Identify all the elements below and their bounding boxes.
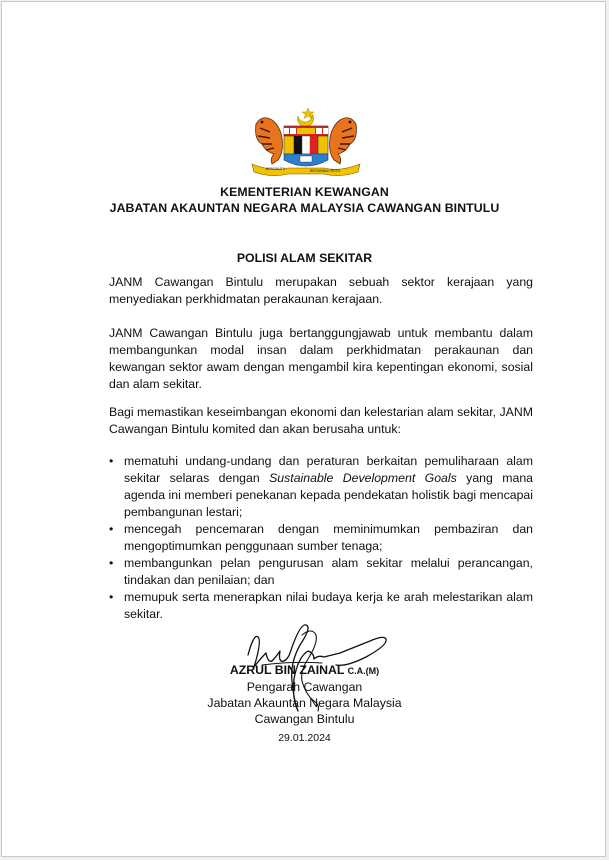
bullet-icon: • <box>109 454 114 468</box>
signatory-position: Pengarah Cawangan <box>246 680 363 694</box>
bullet-icon: • <box>109 522 114 536</box>
commitment-list <box>109 453 533 623</box>
list-item: • mematuhi undang-undang dan peraturan berkaitan pemuliharaan alam sekitar selaras dengan Sustainable Development Goals yang mana agenda ini memberi penekanan kepada pendekatan holistik bagi mencapai pembangunan lestari; <box>109 454 533 519</box>
paragraph-responsibility: JANM Cawangan Bintulu juga bertanggungjawab untuk membantu dalam membangunkan modal insan dalam perkhidmatan perakaunan dan kewangan sektor awam dengan mengambil kira kepentingan ekonomi, sosial dan alam sekitar. <box>109 326 533 391</box>
list-item: • membangunkan pelan pengurusan alam sekitar melalui perancangan, tindakan dan penilaian; dan <box>109 556 533 587</box>
signatory-name: AZRUL BIN ZAINAL C.A.(M) <box>229 663 380 677</box>
list-item: • mencegah pencemaran dengan meminimumkan pembaziran dan mengoptimumkan penggunaan sumber tenaga; <box>109 522 533 553</box>
department-heading: JABATAN AKAUNTAN NEGARA MALAYSIA CAWANGAN BINTULU <box>109 201 500 215</box>
document-title: POLISI ALAM SEKITAR <box>236 251 373 265</box>
list-item: • memupuk serta menerapkan nilai budaya kerja ke arah melestarikan alam sekitar. <box>109 590 533 621</box>
signatory-organisation: Jabatan Akauntan Negara Malaysia <box>207 696 402 710</box>
svg-text:BERTAMBAH MUTU: BERTAMBAH MUTU <box>310 169 340 173</box>
bullet-icon: • <box>109 556 114 570</box>
signatory-branch: Cawangan Bintulu <box>254 712 355 726</box>
malaysia-coat-of-arms-icon <box>248 106 364 180</box>
bullet-icon: • <box>109 590 114 604</box>
ministry-heading: KEMENTERIAN KEWANGAN <box>220 185 389 199</box>
document-date: 29.01.2024 <box>278 732 331 744</box>
svg-text:BERSEKUTU: BERSEKUTU <box>266 167 286 171</box>
paragraph-commitment: Bagi memastikan keseimbangan ekonomi dan kelestarian alam sekitar, JANM Cawangan Bintulu komited dan akan berusaha untuk: <box>109 405 533 436</box>
paragraph-intro: JANM Cawangan Bintulu merupakan sebuah sektor kerajaan yang menyediakan perkhidmatan perakaunan kerajaan. <box>109 275 533 306</box>
document-page <box>1 1 606 857</box>
